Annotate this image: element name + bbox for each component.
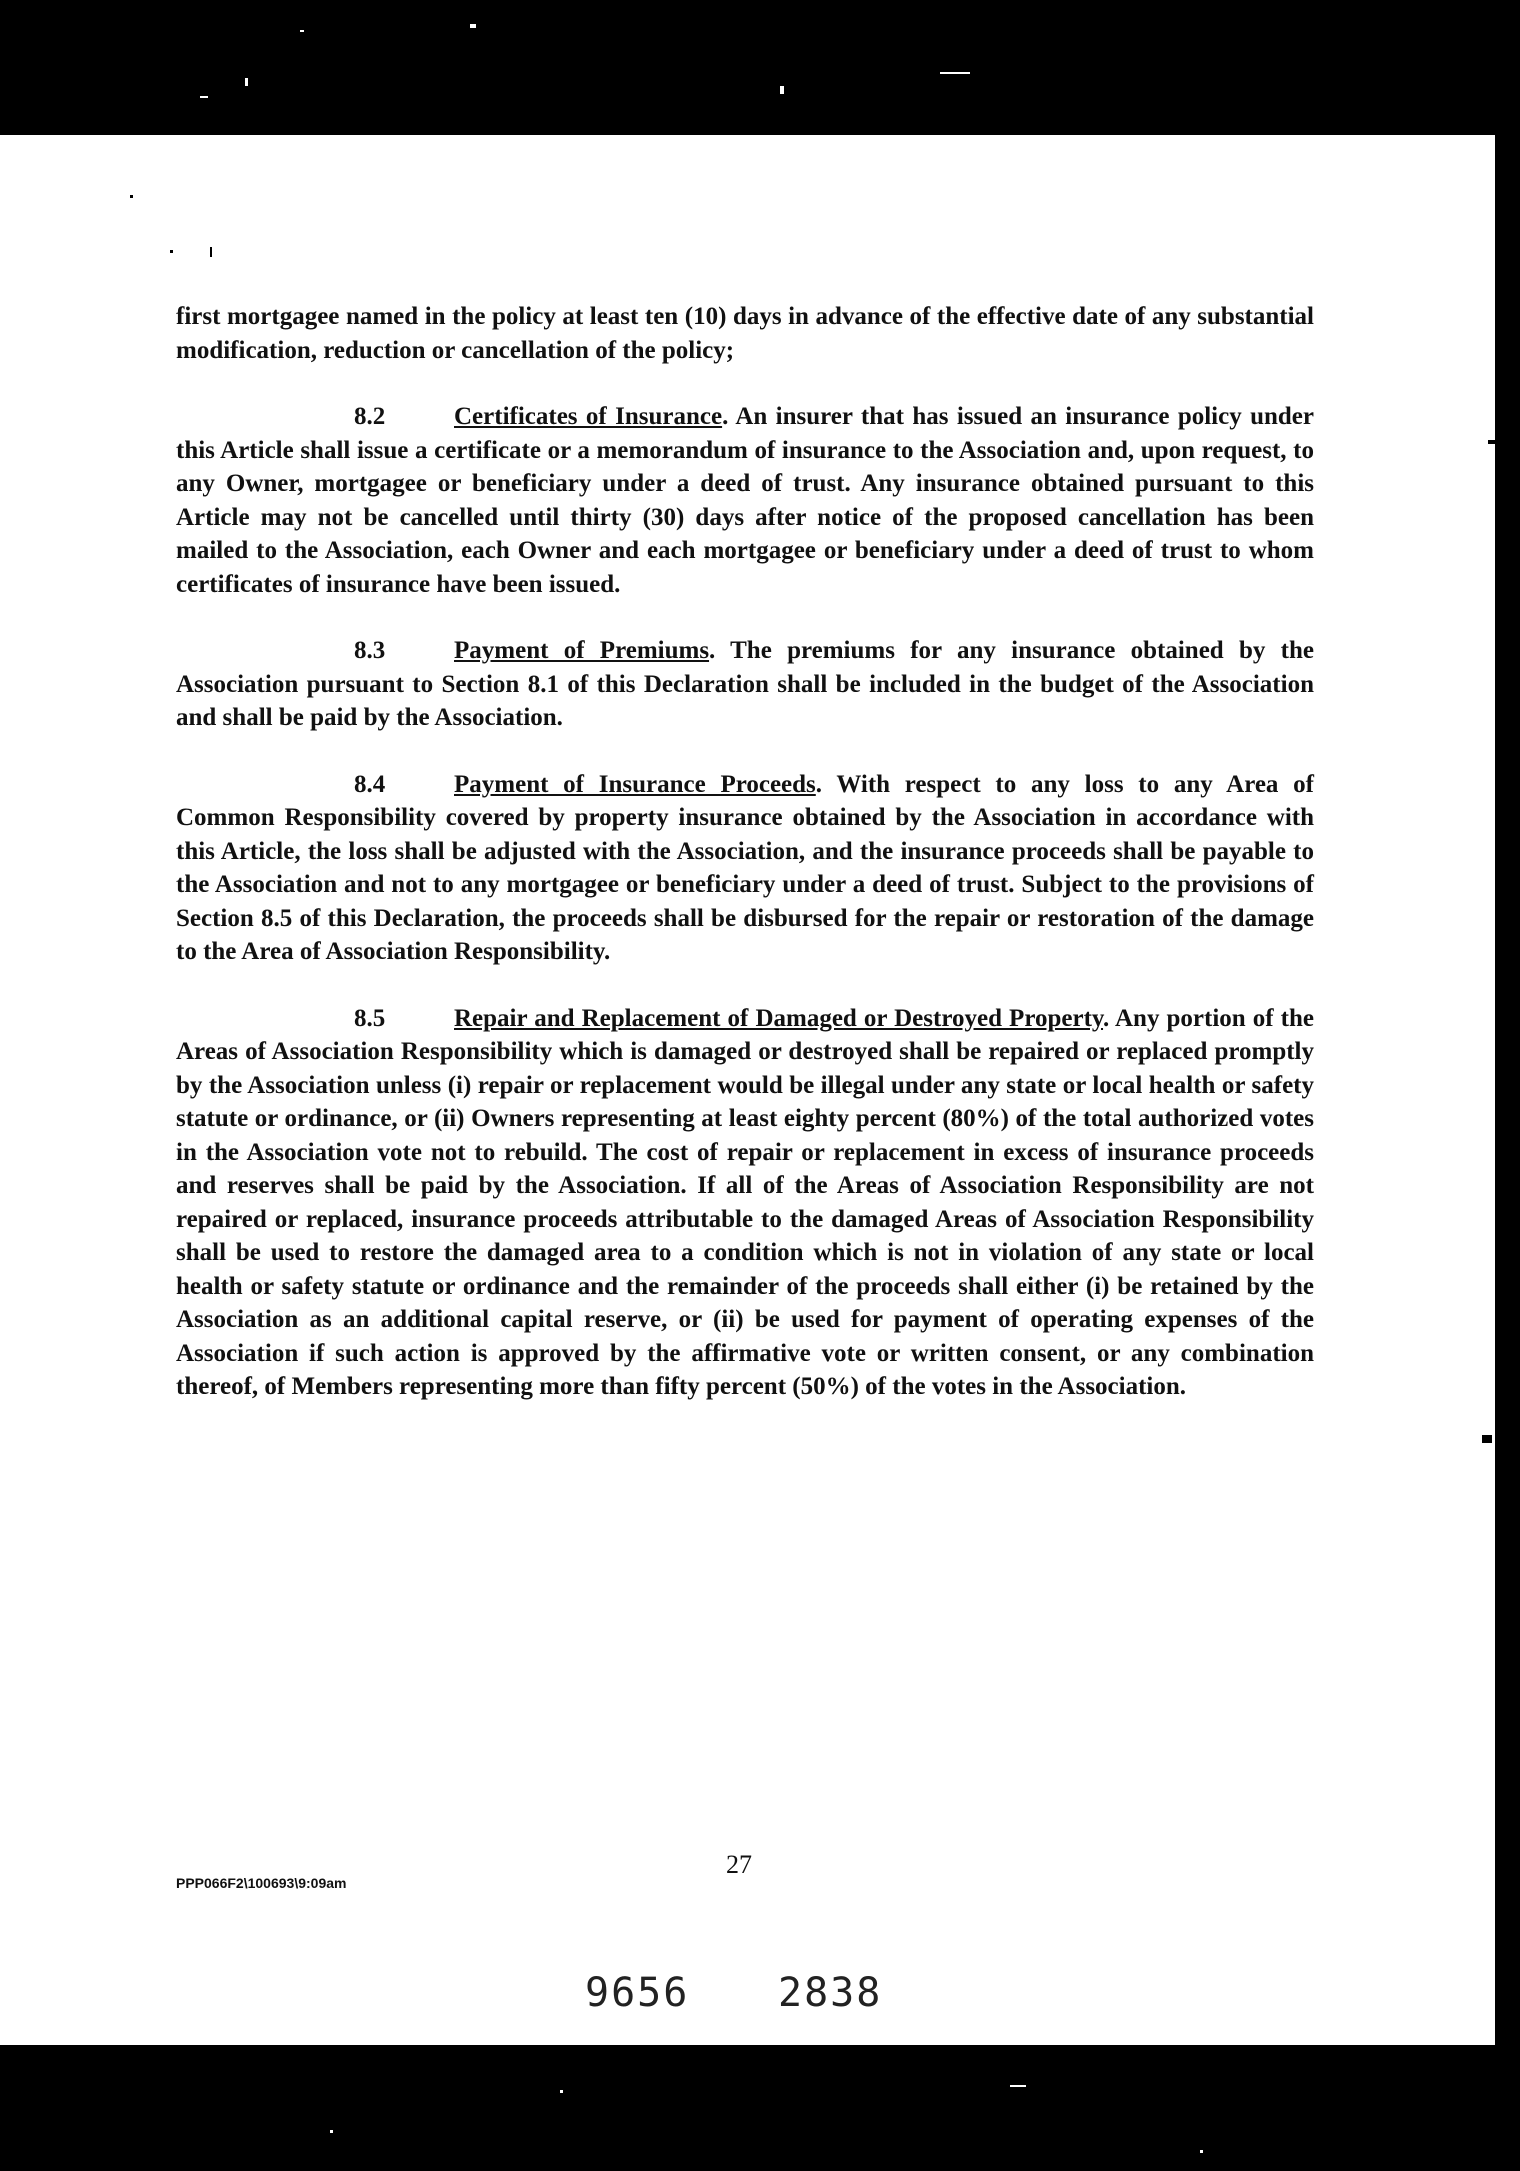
document-page [0, 135, 1495, 2045]
scan-speck [210, 247, 212, 257]
recording-stamp-page: 2838 [778, 1970, 883, 2016]
section-number: 8.3 [354, 637, 386, 664]
section-heading: Payment of Insurance Proceeds [454, 770, 816, 798]
section-number: 8.2 [354, 403, 386, 430]
scan-speck [780, 86, 784, 94]
section-text: . An insurer that has issued an insurance policy under this Article shall issue a certificate or a memorandum of insurance to the Association and, upon request, to any Owner, mortgagee or beneficiary under a deed of trust. Any insurance obtained pursuant to this Article may not be cancelled until thirty (30) days after notice of the proposed cancellation has been mailed to the Association, each Owner and each mortgagee or beneficiary under a deed of trust to whom certificates of insurance have been issued. [176, 403, 1314, 598]
scan-speck [300, 30, 304, 32]
recording-stamp-book: 9656 [585, 1970, 690, 2016]
section-8-3 [176, 634, 1314, 735]
scan-speck [1010, 2085, 1026, 2087]
scan-speck [170, 250, 173, 253]
scan-speck [130, 195, 133, 198]
lead-paragraph: first mortgagee named in the policy at least ten (10) days in advance of the effective date of any substantial modification, reduction or cancellation of the policy; [176, 303, 1314, 364]
document-body [176, 300, 1314, 1437]
section-heading: Payment of Premiums [454, 637, 710, 664]
scan-speck [245, 78, 248, 86]
section-heading: Repair and Replacement of Damaged or Destroyed Property [454, 1004, 1104, 1032]
section-text: . The premiums for any insurance obtained by the Association pursuant to Section 8.1 of this Declaration shall be included in the budget of the Association and shall be paid by the Association. [176, 637, 1314, 731]
scan-speck [1482, 1435, 1492, 1443]
scan-speck [470, 24, 476, 28]
section-text: . Any portion of the Areas of Association Responsibility which is damaged or destroyed shall be repaired or replaced promptly by the Association unless (i) repair or replacement would be illegal under any state or local health or safety statute or ordinance, or (ii) Owners representing at least eighty percent (80%) of the total authorized votes in the Association vote not to rebuild. The cost of repair or replacement in excess of insurance proceeds and reserves shall be paid by the Association. If all of the Areas of Association Responsibility are not repaired or replaced, insurance proceeds attributable to the damaged Areas of Association Responsibility shall be used to restore the damaged area to a condition which is not in violation of any state or local health or safety statute or ordinance and the remainder of the proceeds shall either (i) be retained by the Association as an additional capital reserve, or (ii) be used for payment of operating expenses of the Association if such action is approved by the affirmative vote or written consent, or any combination thereof, of Members representing more than fifty percent (50%) of the votes in the Association. [176, 1004, 1315, 1400]
scan-speck [330, 2130, 333, 2133]
section-number: 8.5 [354, 1004, 386, 1032]
section-8-4 [176, 768, 1314, 969]
scan-speck [940, 72, 970, 74]
scan-speck [1488, 440, 1495, 444]
section-8-2 [176, 400, 1314, 601]
scan-speck [1200, 2150, 1203, 2153]
section-heading: Certificates of Insurance [454, 403, 723, 430]
section-text: . With respect to any loss to any Area of Common Responsibility covered by property insurance obtained by the Association in accordance with this Article, the loss shall be adjusted with the Association, and the insurance proceeds shall be payable to the Association and not to any mortgagee or beneficiary under a deed of trust. Subject to the provisions of Section 8.5 of this Declaration, the proceeds shall be disbursed for the repair or restoration of the damage to the Area of Association Responsibility. [176, 770, 1314, 965]
scan-speck [200, 96, 208, 98]
section-number: 8.4 [354, 770, 386, 798]
section-8-5 [176, 1002, 1314, 1404]
page-number: 27 [726, 1850, 752, 1879]
scan-speck [560, 2090, 563, 2093]
footer-document-code: PPP066F2\100693\9:09am [176, 1875, 347, 1891]
